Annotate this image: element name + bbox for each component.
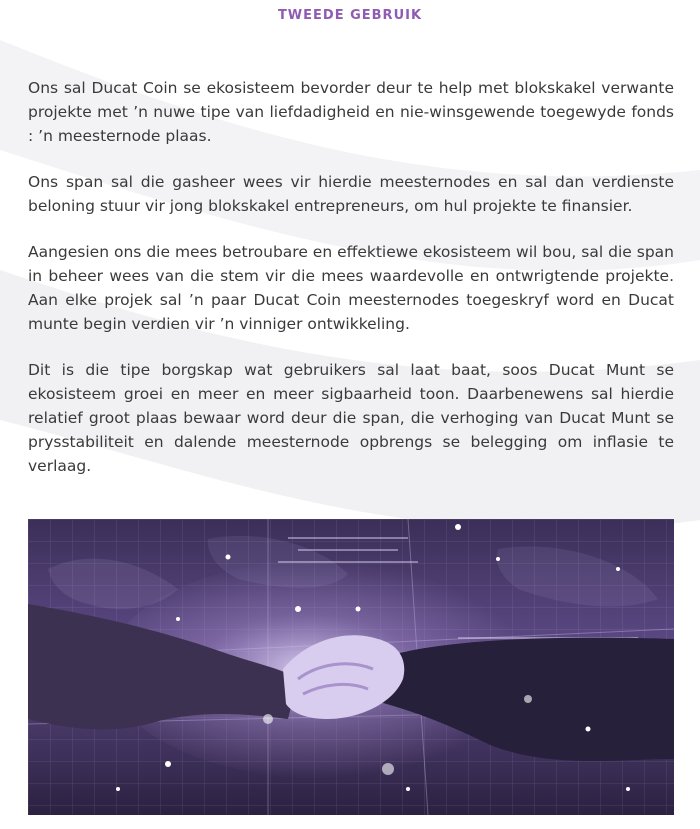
paragraph-2: Ons span sal die gasheer wees vir hierdie meesternodes en sal dan verdienste beloning stuur vir jong blokskakel entrepreneurs, om hul projekte te finansier.	[28, 173, 674, 215]
handshake-image	[28, 519, 674, 815]
body-text	[28, 76, 674, 500]
handshake-illustration	[28, 519, 674, 815]
section-heading: TWEEDE GEBRUIK	[277, 8, 423, 23]
paragraph-1: Ons sal Ducat Coin se ekosisteem bevorder deur te help met blokskakel verwante projekte met ’n nuwe tipe van liefdadigheid en nie-winsgewende toegewyde fonds : ’n meesternode plaas.	[28, 79, 674, 145]
paragraph-4: Dit is die tipe borgskap wat gebruikers sal laat baat, soos Ducat Munt se ekosisteem groei en meer en meer sigbaarheid toon. Daarbenewens sal hierdie relatief groot plaas bewaar word deur die span, die verhoging van Ducat Munt se prysstabiliteit en dalende meesternode opbrengs se belegging om inflasie te verlaag.	[28, 361, 674, 475]
paragraph-3: Aangesien ons die mees betroubare en effektiewe ekosisteem wil bou, sal die span in beheer wees van die stem vir die mees waardevolle en ontwrigtende projekte. Aan elke projek sal ’n paar Ducat Coin meesternodes toegeskryf word en Ducat munte begin verdien vir ’n vinniger ontwikkeling.	[28, 243, 674, 333]
